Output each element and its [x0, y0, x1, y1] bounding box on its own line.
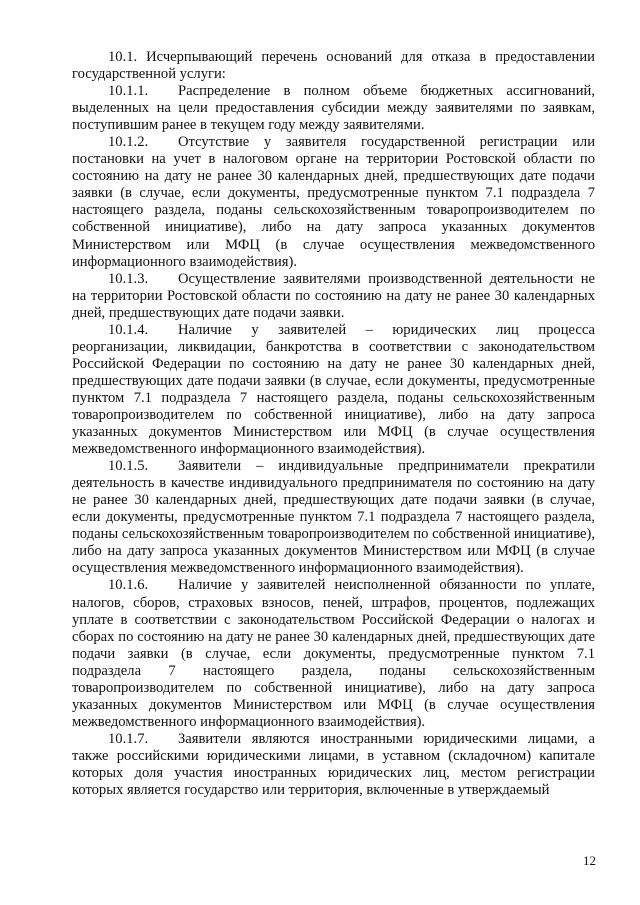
paragraph-10-1-7	[72, 731, 595, 799]
paragraph-10-1-2	[72, 134, 595, 270]
paragraph-number: 10.1.7.	[108, 730, 149, 747]
paragraph-text: 10.1. Исчерпывающий перечень оснований для отказа в предоставлении государственной услуги:	[72, 49, 595, 83]
paragraph-number: 10.1.5.	[108, 458, 149, 475]
paragraph-text: Отсутствие у заявителя государственной регистрации или постановки на учет в налоговом органе на территории Ростовской области по состоянию на дату не ранее 30 календарных дней, предшествующих дате подачи заявки (в случае, если документы, предусмотренные пунктом 7.1 подраздела 7 настоящего раздела, поданы сельскохозяйственным товаропроизводителем по собственной инициативе), либо на дату запроса указанных документов Министерством или МФЦ (в случае осуществления межведомственного информационного взаимодействия).	[72, 134, 595, 270]
paragraph-number: 10.1.4.	[108, 321, 149, 338]
paragraph-number: 10.1.6.	[108, 577, 149, 594]
paragraph-10-1-5	[72, 458, 595, 577]
paragraph-10-1-3	[72, 271, 595, 322]
paragraph-10-1	[72, 49, 595, 83]
paragraph-text: Заявители – индивидуальные предприниматели прекратили деятельность в качестве индивидуального предпринимателя по состоянию на дату не ранее 30 календарных дней, предшествующих дате подачи заявки (в случае, если документы, предусмотренные пунктом 7.1 подраздела 7 настоящего раздела, поданы сельскохозяйственным товаропроизводителем по собственной инициативе), либо на дату запроса указанных документов Министерством или МФЦ (в случае осуществления межведомственного информационного взаимодействия).	[72, 458, 595, 577]
document-body	[72, 49, 595, 799]
paragraph-10-1-4	[72, 322, 595, 458]
paragraph-text: Распределение в полном объеме бюджетных ассигнований, выделенных на цели предоставления субсидии между заявителями по заявкам, поступившим ранее в текущем году между заявителями.	[72, 83, 595, 134]
paragraph-text: Наличие у заявителей неисполненной обязанности по уплате, налогов, сборов, страховых взносов, пеней, штрафов, процентов, подлежащих уплате в соответствии с законодательством Российской Федерации о налогах и сборах по состоянию на дату не ранее 30 календарных дней, предшествующих дате подачи заявки (в случае, если документы, предусмотренные пунктом 7.1 подраздела 7 настоящего раздела, поданы сельскохозяйственным товаропроизводителем по собственной инициативе), либо на дату запроса указанных документов Министерством или МФЦ (в случае осуществления межведомственного информационного взаимодействия).	[72, 577, 595, 730]
page-number: 12	[583, 853, 596, 868]
paragraph-number: 10.1.3.	[108, 270, 149, 287]
paragraph-10-1-1	[72, 83, 595, 134]
paragraph-number: 10.1.2.	[108, 134, 149, 151]
paragraph-text: Заявители являются иностранными юридическими лицами, а также российскими юридическими лицами, в уставном (складочном) капитале которых доля участия иностранных юридических лиц, местом регистрации которых является государство или территория, включенные в утверждаемый	[72, 730, 595, 799]
paragraph-text: Осуществление заявителями производственной деятельности не на территории Ростовской области по состоянию на дату не ранее 30 календарных дней, предшествующих дате подачи заявки.	[72, 270, 595, 321]
paragraph-10-1-6	[72, 577, 595, 730]
paragraph-number: 10.1.1.	[108, 83, 149, 100]
paragraph-text: Наличие у заявителей – юридических лиц процесса реорганизации, ликвидации, банкротства в соответствии с законодательством Российской Федерации по состоянию на дату не ранее 30 календарных дней, предшествующих дате подачи заявки (в случае, если документы, предусмотренные пунктом 7.1 подраздела 7 настоящего раздела, поданы сельскохозяйственным товаропроизводителем по собственной инициативе), либо на дату запроса указанных документов Министерством или МФЦ (в случае осуществления межведомственного информационного взаимодействия).	[72, 321, 595, 458]
